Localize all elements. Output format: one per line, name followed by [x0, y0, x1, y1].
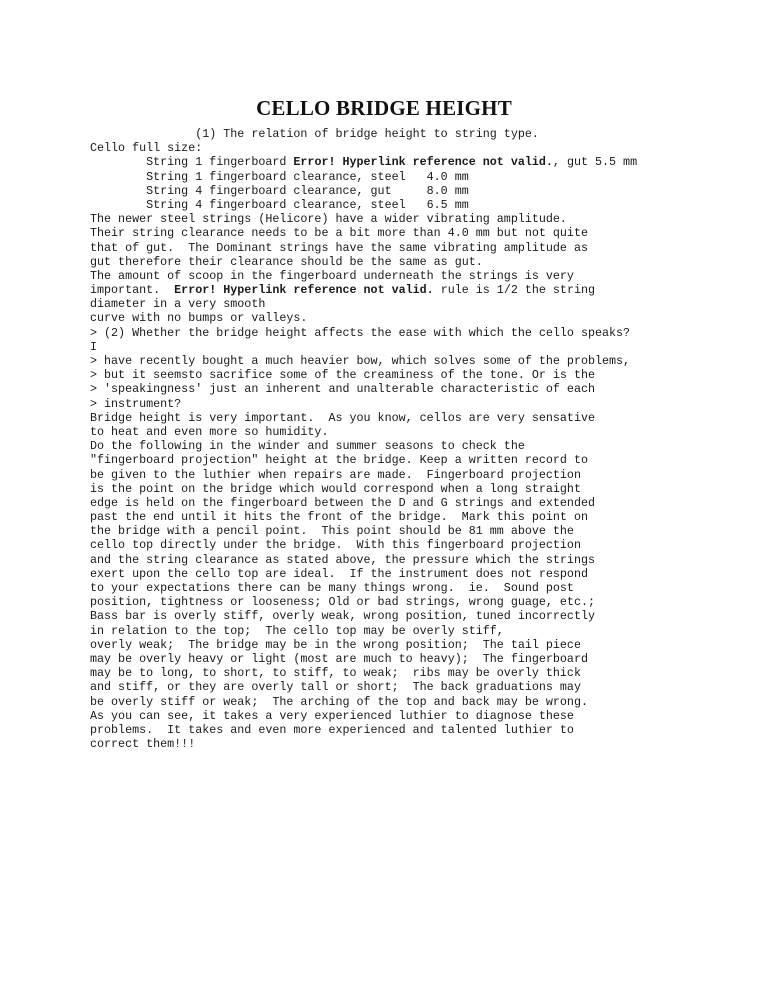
text-segment: that of gut. The Dominant strings have the same vibrating amplitude as: [90, 240, 588, 255]
text-line: [90, 269, 760, 283]
text-segment: position, tightness or looseness; Old or bad strings, wrong guage, etc.;: [90, 595, 595, 610]
text-segment: important.: [90, 283, 175, 298]
text-segment: Their string clearance needs to be a bit more than 4.0 mm but not quite: [90, 226, 588, 241]
text-segment: Do the following in the winder and summer seasons to check the: [90, 439, 525, 454]
text-line: [90, 297, 760, 311]
text-segment: (1) The relation of bridge height to string type.: [90, 127, 539, 141]
text-segment: be overly stiff or weak; The arching of the top and back may be wrong.: [90, 694, 588, 709]
text-segment: gut therefore their clearance should be the same as gut.: [90, 254, 483, 269]
text-segment: is the point on the bridge which would correspond when a long straight: [90, 481, 581, 496]
text-segment: past the end until it hits the front of the bridge. Mark this point on: [90, 510, 588, 525]
text-line: [90, 212, 760, 226]
text-line: [90, 737, 760, 751]
text-line: [90, 311, 760, 325]
text-line: [90, 567, 760, 581]
text-line: [90, 411, 760, 425]
text-segment: curve with no bumps or valleys.: [90, 311, 308, 326]
text-line: [90, 468, 760, 482]
text-line: [90, 141, 760, 155]
text-line: [90, 226, 760, 240]
text-segment: > 'speakingness' just an inherent and unalterable characteristic of each: [90, 382, 595, 397]
broken-hyperlink-text: Error! Hyperlink reference not valid.: [174, 283, 434, 298]
text-segment: , gut 5.5 mm: [552, 155, 638, 170]
text-segment: > but it seemsto sacrifice some of the creaminess of the tone. Or is the: [90, 368, 595, 383]
text-segment: > have recently bought a much heavier bow, which solves some of the problems,: [90, 354, 631, 368]
text-segment: String 4 fingerboard clearance, gut 8.0 mm: [90, 183, 469, 198]
text-line: [90, 127, 760, 141]
text-segment: String 1 fingerboard clearance, steel 4.0 mm: [90, 169, 469, 184]
broken-hyperlink-text: Error! Hyperlink reference not valid.: [293, 155, 553, 170]
text-segment: correct them!!!: [90, 737, 196, 752]
text-line: [90, 184, 760, 198]
text-segment: > instrument?: [90, 396, 182, 411]
text-line: [90, 354, 760, 368]
text-segment: > (2) Whether the bridge height affects the ease with which the cello speaks?: [90, 325, 631, 340]
text-line: [90, 638, 760, 652]
text-line: [90, 581, 760, 595]
text-segment: String 4 fingerboard clearance, steel 6.5 mm: [90, 197, 469, 212]
text-line: [90, 198, 760, 212]
page-title: CELLO BRIDGE HEIGHT: [256, 96, 512, 120]
text-line: [90, 553, 760, 567]
text-line: [90, 425, 760, 439]
text-line: [90, 723, 760, 737]
text-line: [90, 510, 760, 524]
text-segment: String 1 fingerboard: [90, 155, 294, 170]
text-segment: The amount of scoop in the fingerboard underneath the strings is very: [90, 268, 574, 283]
text-line: [90, 397, 760, 411]
text-segment: I: [90, 339, 98, 354]
text-segment: to your expectations there can be many things wrong. ie. Sound post: [90, 581, 574, 595]
text-segment: in relation to the top; The cello top may be overly stiff,: [90, 623, 504, 638]
text-line: [90, 595, 760, 609]
text-segment: may be overly heavy or light (most are much to heavy); The fingerboard: [90, 651, 588, 666]
text-line: [90, 695, 760, 709]
text-segment: Cello full size:: [90, 141, 203, 156]
text-line: [90, 652, 760, 666]
text-line: [90, 709, 760, 723]
text-line: [90, 680, 760, 694]
text-segment: overly weak; The bridge may be in the wrong position; The tail piece: [90, 637, 581, 652]
text-segment: diameter in a very smooth: [90, 297, 266, 312]
text-line: [90, 666, 760, 680]
text-line: [90, 482, 760, 496]
text-line: [90, 155, 760, 169]
text-segment: Bass bar is overly stiff, overly weak, wrong position, tuned incorrectly: [90, 609, 595, 624]
text-line: [90, 439, 760, 453]
text-line: [90, 538, 760, 552]
text-line: [90, 382, 760, 396]
text-segment: cello top directly under the bridge. With this fingerboard projection: [90, 538, 581, 553]
document-body: [90, 127, 760, 751]
text-segment: may be to long, to short, to stiff, to weak; ribs may be overly thick: [90, 666, 581, 681]
text-line: [90, 453, 760, 467]
text-line: [90, 609, 760, 623]
text-segment: to heat and even more so humidity.: [90, 424, 329, 439]
text-line: [90, 283, 760, 297]
text-line: [90, 326, 760, 340]
text-line: [90, 524, 760, 538]
text-segment: be given to the luthier when repairs are made. Fingerboard projection: [90, 467, 581, 482]
text-line: [90, 241, 760, 255]
text-segment: the bridge with a pencil point. This point should be 81 mm above the: [90, 524, 574, 539]
text-segment: "fingerboard projection" height at the bridge. Keep a written record to: [90, 453, 588, 468]
text-segment: edge is held on the fingerboard between the D and G strings and extended: [90, 495, 595, 510]
text-segment: As you can see, it takes a very experienced luthier to diagnose these: [90, 708, 574, 723]
text-line: [90, 496, 760, 510]
text-segment: exert upon the cello top are ideal. If the instrument does not respond: [90, 566, 588, 581]
text-line: [90, 368, 760, 382]
text-line: [90, 340, 760, 354]
text-segment: The newer steel strings (Helicore) have a wider vibrating amplitude.: [90, 212, 567, 227]
text-segment: and the string clearance as stated above, the pressure which the strings: [90, 552, 595, 567]
text-segment: and stiff, or they are overly tall or short; The back graduations may: [90, 680, 581, 695]
text-line: [90, 170, 760, 184]
text-line: [90, 624, 760, 638]
text-line: [90, 255, 760, 269]
text-segment: problems. It takes and even more experienced and talented luthier to: [90, 722, 574, 737]
text-segment: rule is 1/2 the string: [433, 283, 596, 298]
text-segment: Bridge height is very important. As you know, cellos are very sensative: [90, 410, 595, 425]
